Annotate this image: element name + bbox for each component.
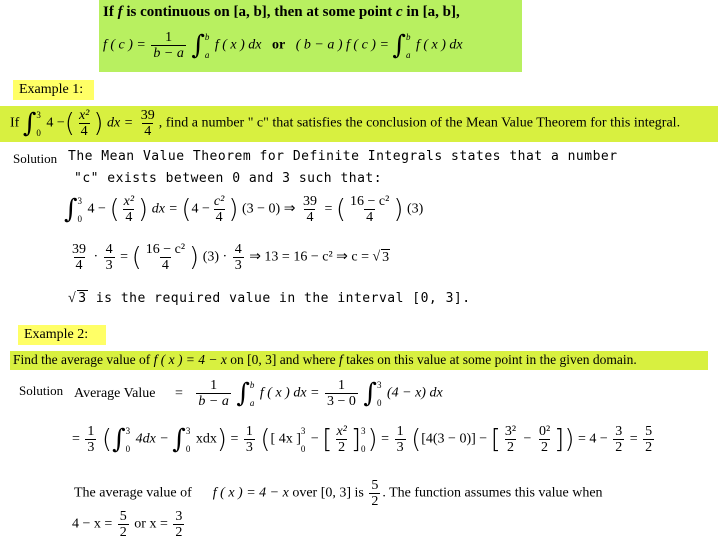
solution1-equation1: ∫ 3 0 4 − ( $\frac{\text{x²}}{4}$ ) dx = (4 − $\frac{\text{c²}}{4}$ ) (3 − 0) ⇒ $\frac{39}{4}$ = ( $\frac{\text{16 − c²}}{4}$ ) (3) xyxy=(64,194,424,225)
solution1-text-line1: The Mean Value Theorem for Definite Integrals states that a number xyxy=(68,149,618,164)
solution2-average-line: Average Value = $\frac{1}{b - a}$ ∫ b a f ( x ) dx = $\frac{1}{3 - 0}$ ∫ 3 0 (4 − x) dx xyxy=(74,378,443,409)
solution2-conclusion-line1: The average value of f ( x ) = 4 − x over [0, 3] is $\frac{5}{2}$ . The function assumes this value when xyxy=(74,478,603,509)
integral-sign: ∫ xyxy=(191,30,205,61)
solution2-computation-line: = $\frac{1}{3}$ (∫ 3 0 4dx − ∫ 3 0 xdx) = $\frac{1}{3}$ ([ 4x ] 3 0 − [ $\frac{\text{x²}}{2}$ ] 3 0 ) = $\frac{1}{3}$ ([4(3 − 0)] − [ $\frac{\text{3²}}{2}$ − $\frac{\text{0²}}{2}$ ]) = 4 − $\frac{3}{2}$ = $\frac{5}{2}$ xyxy=(72,424,653,455)
solution2-label: Solution xyxy=(19,383,64,398)
theorem-line1: If f is continuous on [a, b], then at some point c in [a, b], xyxy=(103,4,460,20)
example2-question: Find the average value of f ( x ) = 4 − x on [0, 3] and where f takes on this value at some point in the given domain. xyxy=(13,352,637,367)
solution1-conclusion: √ 3 is the required value in the interval [0, 3]. xyxy=(68,291,471,306)
solution1-text-line2: "c" exists between 0 and 3 such that: xyxy=(74,171,383,186)
theorem-formula: f ( c ) = $\frac{1}{b - a}$ ∫ b a f ( x ) dx or ( b − a ) f ( c ) = ∫ b a f ( x ) dx xyxy=(103,30,463,61)
example1-question: If ∫ 3 0 4 −( $\frac{\text{x²}}{4}$ ) dx = $\frac{39}{4}$ , find a number " c" that satisfies the conclusion of the Mean Value Theorem for this integral. xyxy=(10,108,681,139)
solution1-equation2: $\frac{39}{4}$ · $\frac{4}{3}$ = ( $\frac{\text{16 − c²}}{4}$ ) (3) · $\frac{4}{3}$ ⇒ 13 = 16 − c² ⇒ c = √ 3 xyxy=(72,242,390,273)
example2-label: Example 2: xyxy=(18,325,106,345)
solution2-conclusion-line2: 4 − x = $\frac{5}{2}$ or x = $\frac{3}{2}$ xyxy=(72,509,183,540)
solution1-label: Solution xyxy=(13,151,58,166)
example1-label: Example 1: xyxy=(13,80,94,100)
integral-sign: ∫ xyxy=(392,30,406,61)
